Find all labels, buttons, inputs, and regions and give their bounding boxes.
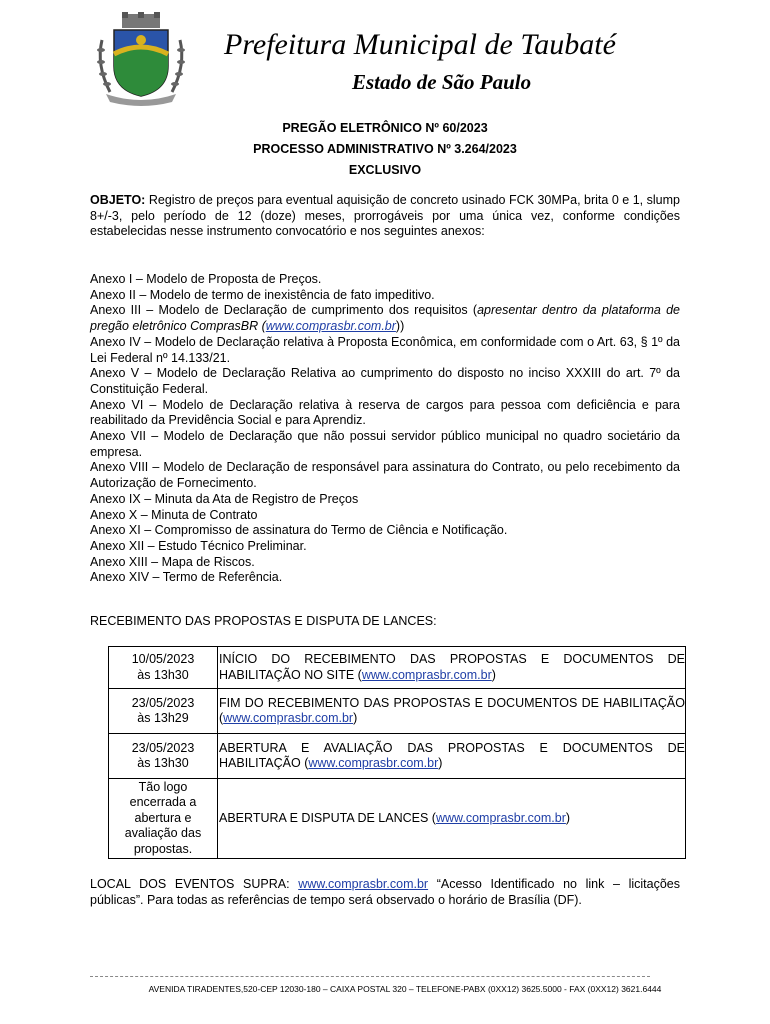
event-text: ABERTURA E AVALIAÇÃO DAS PROPOSTAS E DOCUMENTOS DE HABILITAÇÃO (: [219, 740, 685, 770]
comprasbr-link[interactable]: www.comprasbr.com.br: [361, 667, 492, 682]
footer-divider: [90, 976, 650, 977]
time-line: às 13h30: [137, 756, 189, 770]
schedule-date: [109, 689, 218, 734]
annex-item: Anexo V – Modelo de Declaração Relativa ao cumprimento do disposto no inciso XXXIII do art. 7º da Constituição Federal.: [90, 366, 680, 396]
table-row: [109, 647, 686, 689]
local-paragraph: [90, 877, 680, 908]
table-row: [109, 734, 686, 779]
footer-address: AVENIDA TIRADENTES,520-CEP 12030-180 – CAIXA POSTAL 320 – TELEFONE-PABX (0XX12) 3625.5000 - FAX (0XX12) 3621.6444: [148, 984, 662, 994]
schedule-date: [109, 779, 218, 859]
event-close: ): [565, 810, 571, 825]
comprasbr-link[interactable]: www.comprasbr.com.br: [298, 877, 429, 891]
schedule-event: [218, 647, 686, 689]
schedule-title: RECEBIMENTO DAS PROPOSTAS E DISPUTA DE LANCES:: [90, 614, 437, 628]
schedule-table: [108, 646, 686, 859]
event-close: ): [438, 756, 443, 770]
annex-item: Anexo VII – Modelo de Declaração que não possui servidor público municipal no quadro societário da empresa.: [90, 429, 680, 459]
annex-item: Anexo XIII – Mapa de Riscos.: [90, 554, 255, 569]
comprasbr-link[interactable]: www.comprasbr.com.br: [223, 711, 354, 725]
comprasbr-link[interactable]: www.comprasbr.com.br: [435, 810, 566, 825]
annex-item: [90, 303, 680, 334]
event-text: ABERTURA E DISPUTA DE LANCES (: [219, 810, 436, 825]
annex-item: Anexo XIV – Termo de Referência.: [90, 570, 283, 585]
event-text: FIM DO RECEBIMENTO DAS PROPOSTAS E DOCUMENTOS DE HABILITAÇÃO (: [219, 695, 685, 725]
table-row: [109, 779, 686, 859]
annex-item: Anexo I – Modelo de Proposta de Preços.: [90, 272, 322, 286]
local-label: LOCAL DOS EVENTOS SUPRA:: [90, 877, 299, 891]
annex-item: Anexo IV – Modelo de Declaração relativa à Proposta Econômica, em conformidade com o Art. 63, § 1º da Lei Federal nº 14.133/21.: [90, 334, 680, 365]
annex-3-text: Anexo III – Modelo de Declaração de cumprimento dos requisitos (: [90, 303, 478, 318]
annex-item: Anexo IX – Minuta da Ata de Registro de Preços: [90, 491, 359, 506]
exclusivo-label: EXCLUSIVO: [348, 163, 422, 177]
time-line: às 13h30: [137, 667, 189, 682]
annex-item: Anexo VIII – Modelo de Declaração de responsável para assinatura do Contrato, ou pelo recebimento da Autorização de Fornecimento.: [90, 460, 680, 491]
processo-number: PROCESSO ADMINISTRATIVO Nº 3.264/2023: [253, 142, 517, 156]
objeto-label: OBJETO:: [90, 193, 146, 207]
schedule-date: [109, 734, 218, 779]
state-subtitle: Estado de São Paulo: [352, 70, 532, 94]
date-line: 23/05/2023: [131, 740, 195, 755]
date-line: 10/05/2023: [131, 652, 195, 666]
schedule-event: [218, 779, 686, 859]
pregao-number: PREGÃO ELETRÔNICO Nº 60/2023: [282, 121, 488, 135]
objeto-text: Registro de preços para eventual aquisição de concreto usinado FCK 30MPa, brita 0 e 1, slump 8+/-3, pelo período de 12 (doze) meses, prorrogáveis por uma única vez, conforme condições estabelecidas nesse instrumento convocatório e nos seguintes anexos:: [90, 193, 680, 238]
annex-item: Anexo XI – Compromisso de assinatura do Termo de Ciência e Notificação.: [90, 523, 508, 538]
event-text: INÍCIO DO RECEBIMENTO DAS PROPOSTAS E DOCUMENTOS DE HABILITAÇÃO NO SITE (: [219, 652, 685, 682]
municipality-title: Prefeitura Municipal de Taubaté: [224, 28, 616, 61]
time-line: às 13h29: [137, 711, 189, 725]
annex-3-close: )): [395, 319, 405, 334]
comprasbr-link[interactable]: www.comprasbr.com.br: [265, 319, 396, 334]
event-close: ): [353, 711, 358, 725]
objeto-paragraph: [90, 193, 680, 240]
annex-item: Anexo II – Modelo de termo de inexistência de fato impeditivo.: [90, 287, 435, 302]
schedule-date: [109, 647, 218, 689]
local-text: “Acesso Identificado no link – licitações públicas”. Para todas as referências de tempo será observado o horário de Brasília (DF).: [90, 877, 680, 907]
annex-list: [90, 272, 680, 586]
annex-item: Anexo VI – Modelo de Declaração relativa à reserva de cargos para pessoa com deficiência e para reabilitado da Previdência Social e para Aprendiz.: [90, 397, 680, 428]
comprasbr-link[interactable]: www.comprasbr.com.br: [308, 756, 439, 770]
event-close: ): [491, 667, 496, 682]
annex-3-italic-text: apresentar dentro da plataforma de pregão eletrônico ComprasBR (: [90, 303, 680, 334]
date-line: 23/05/2023: [131, 695, 195, 710]
date-line: Tão logo encerrada a abertura e avaliação das propostas.: [124, 779, 202, 856]
table-row: [109, 689, 686, 734]
schedule-event: [218, 689, 686, 734]
annex-item: Anexo XII – Estudo Técnico Preliminar.: [90, 538, 307, 553]
annex-item: Anexo X – Minuta de Contrato: [90, 507, 258, 522]
coat-of-arms-icon: [92, 10, 190, 106]
schedule-event: [218, 734, 686, 779]
